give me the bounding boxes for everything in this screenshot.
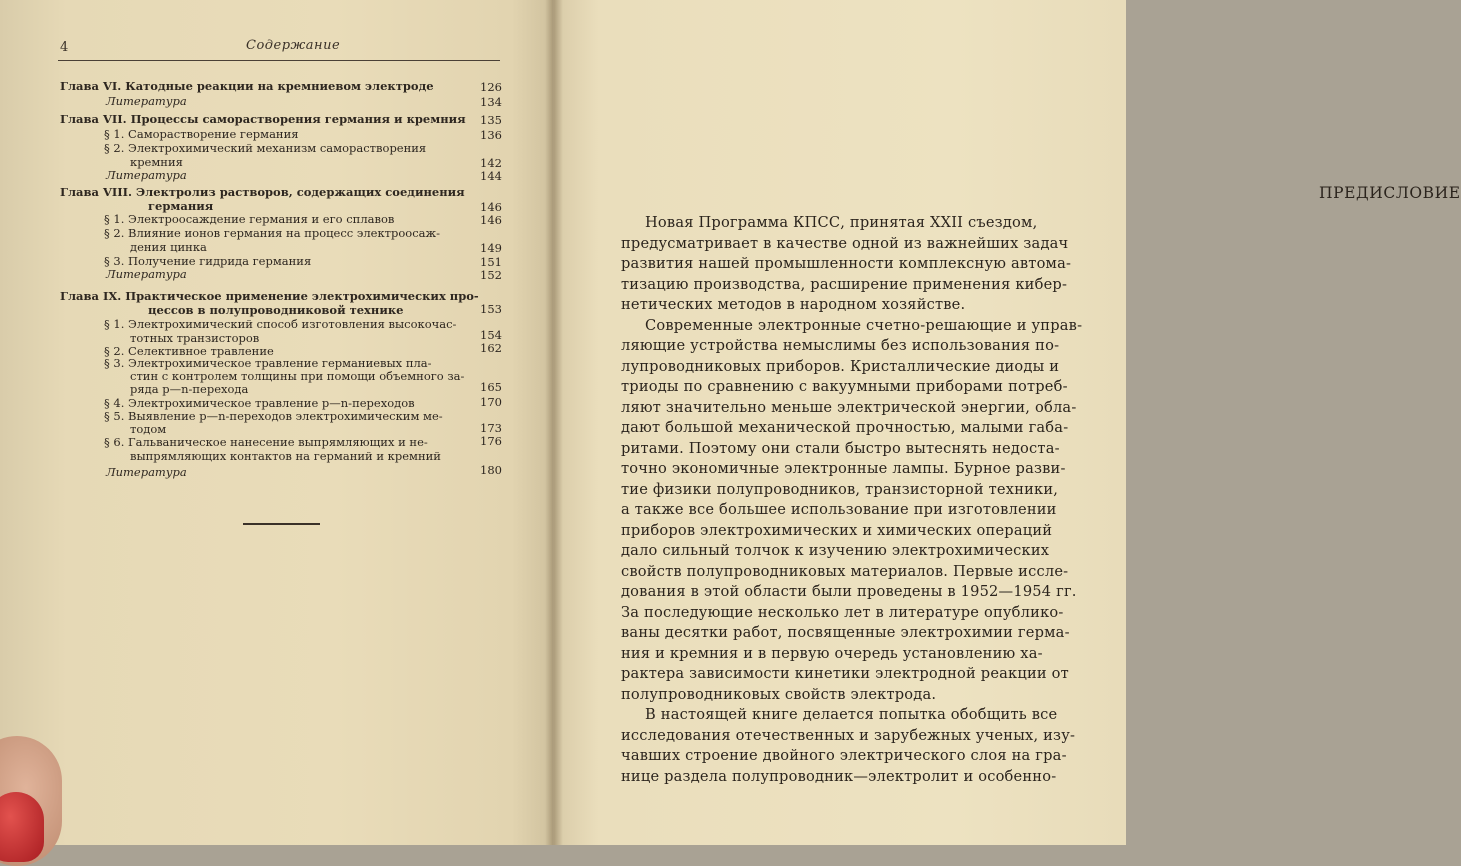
toc-page-number: 136: [480, 128, 502, 142]
toc-page-number: 146: [480, 200, 502, 214]
toc-label: Литература: [106, 94, 187, 108]
toc-entry: [104, 436, 428, 449]
toc-label: Литература: [106, 267, 187, 281]
toc-label: тотных транзисторов: [130, 331, 260, 345]
toc-label: § 4. Электрохимическое травление p—n-переходов: [104, 396, 415, 410]
preface-line: нетических методов в народном хозяйстве.: [621, 296, 966, 313]
toc-page-number: 134: [480, 95, 502, 109]
end-rule: [243, 523, 320, 525]
toc-label: § 5. Выявление p—n-переходов электрохимическим ме-: [104, 409, 443, 423]
toc-page-number: 126: [480, 80, 502, 94]
running-title: Содержание: [246, 38, 341, 53]
preface-line: а также все большее использование при изготовлении: [621, 501, 1057, 518]
preface-line: триоды по сравнению с вакуумными приборами потреб-: [621, 378, 1068, 395]
toc-label: § 1. Электрохимический способ изготовления высокочас-: [104, 317, 457, 331]
toc-label: кремния: [130, 155, 183, 169]
toc-entry: [148, 304, 403, 317]
toc-page-number: 142: [480, 156, 502, 170]
toc-entry: [60, 290, 479, 303]
left-page: [0, 0, 556, 845]
toc-entry: [130, 383, 248, 396]
toc-entry: [60, 80, 434, 93]
toc-entry: [104, 318, 456, 331]
toc-label: § 3. Получение гидрида германия: [104, 254, 312, 268]
toc-label: Литература: [106, 465, 187, 479]
toc-label: выпрямляющих контактов на германий и кремний: [130, 449, 441, 463]
toc-page-number: 151: [480, 255, 502, 269]
toc-label: Глава IX. Практическое применение электрохимических про-: [60, 289, 479, 303]
toc-label: § 1. Электроосаждение германия и его сплавов: [104, 212, 395, 226]
preface-line: дало сильный толчок к изучению электрохимических: [621, 542, 1050, 559]
toc-page-number: 154: [480, 328, 502, 342]
toc-entry: [104, 213, 394, 226]
preface-line: Современные электронные счетно-решающие и управ-: [645, 316, 1083, 334]
toc-page-number: 152: [480, 268, 502, 282]
preface-line: дают большой механической прочностью, малыми габа-: [621, 419, 1069, 436]
preface-line: чавших строение двойного электрического слоя на гра-: [621, 747, 1067, 764]
preface-line: рактера зависимости кинетики электродной реакции от: [621, 665, 1069, 682]
preface-line: В настоящей книге делается попытка обобщить все: [645, 706, 1058, 723]
page-number: 4: [60, 40, 69, 55]
toc-label: Глава VI. Катодные реакции на кремниевом электроде: [60, 79, 434, 93]
preface-line: точно экономичные электронные лампы. Бурное разви-: [621, 460, 1066, 477]
toc-page-number: 162: [480, 341, 502, 355]
toc-entry: [130, 450, 441, 463]
toc-page-number: 165: [480, 380, 502, 394]
toc-page-number: 135: [480, 113, 502, 127]
toc-entry: [106, 466, 187, 479]
preface-line: Новая Программа КПСС, принятая XXII съездом,: [645, 214, 1038, 231]
toc-entry: [60, 186, 465, 199]
toc-label: Глава VII. Процессы саморастворения германия и кремния: [60, 112, 466, 126]
toc-entry: [104, 128, 299, 141]
preface-line: ляют значительно меньше электрической энергии, обла-: [621, 398, 1077, 416]
preface-line: нице раздела полупроводник—электролит и особенно-: [621, 767, 1057, 785]
toc-page-number: 173: [480, 421, 502, 435]
toc-label: § 2. Электрохимический механизм саморастворения: [104, 141, 427, 155]
preface-title: ПРЕДИСЛОВИЕ: [1319, 184, 1461, 202]
toc-label: ряда p—n-перехода: [130, 382, 249, 396]
preface-line: ритами. Поэтому они стали быстро вытеснять недоста-: [621, 439, 1060, 457]
toc-page-number: 144: [480, 169, 502, 183]
right-page: [553, 0, 1461, 845]
toc-label: германия: [148, 199, 214, 213]
preface-line: полупроводниковых свойств электрода.: [621, 685, 937, 703]
toc-entry: [60, 113, 466, 126]
toc-label: цессов в полупроводниковой технике: [148, 303, 404, 317]
toc-page-number: 170: [480, 395, 502, 409]
preface-line: ния и кремния и в первую очередь установлению ха-: [621, 644, 1043, 662]
preface-line: исследования отечественных и зарубежных ученых, изу-: [621, 726, 1076, 744]
toc-page-number: 153: [480, 302, 502, 316]
toc-label: дения цинка: [130, 240, 207, 254]
preface-line: лупроводниковых приборов. Кристаллические диоды и: [621, 357, 1060, 375]
preface-line: предусматривает в качестве одной из важнейших задач: [621, 234, 1069, 252]
toc-entry: [104, 142, 426, 155]
toc-entry: [106, 169, 187, 182]
toc-label: стин с контролем толщины при помощи объемного за-: [130, 369, 465, 383]
toc-label: тодом: [130, 422, 167, 436]
toc-page-number: 149: [480, 241, 502, 255]
toc-entry: [130, 241, 207, 254]
preface-line: дования в этой области были проведены в 1952—1954 гг.: [621, 583, 1077, 600]
toc-label: Литература: [106, 168, 187, 182]
toc-entry: [106, 95, 187, 108]
toc-label: § 3. Электрохимическое травление германиевых пла-: [104, 356, 432, 370]
toc-entry: [104, 227, 440, 240]
preface-line: развития нашей промышленности комплексную автома-: [621, 255, 1072, 272]
preface-line: За последующие несколько лет в литературе опублико-: [621, 603, 1064, 621]
toc-label: § 6. Гальваническое нанесение выпрямляющих и не-: [104, 435, 428, 449]
preface-line: тизацию производства, расширение применения кибер-: [621, 275, 1068, 293]
toc-label: § 1. Саморастворение германия: [104, 127, 299, 141]
toc-label: Глава VIII. Электролиз растворов, содержащих соединения: [60, 185, 465, 199]
preface-line: свойств полупроводниковых материалов. Первые иссле-: [621, 562, 1069, 580]
toc-page-number: 176: [480, 434, 502, 448]
toc-page-number: 146: [480, 213, 502, 227]
fingernail: [0, 792, 44, 862]
toc-page-number: 180: [480, 463, 502, 477]
preface-line: приборов электрохимических и химических операций: [621, 521, 1053, 539]
book-gutter: [545, 0, 563, 845]
toc-entry: [106, 268, 187, 281]
preface-line: ваны десятки работ, посвященные электрохимии герма-: [621, 624, 1070, 641]
preface-line: ляющие устройства немыслимы без использования по-: [621, 337, 1060, 354]
preface-line: тие физики полупроводников, транзисторной техники,: [621, 480, 1059, 498]
toc-label: § 2. Влияние ионов германия на процесс электроосаж-: [104, 226, 440, 240]
toc-label: § 2. Селективное травление: [104, 344, 274, 358]
header-rule: [58, 60, 500, 61]
